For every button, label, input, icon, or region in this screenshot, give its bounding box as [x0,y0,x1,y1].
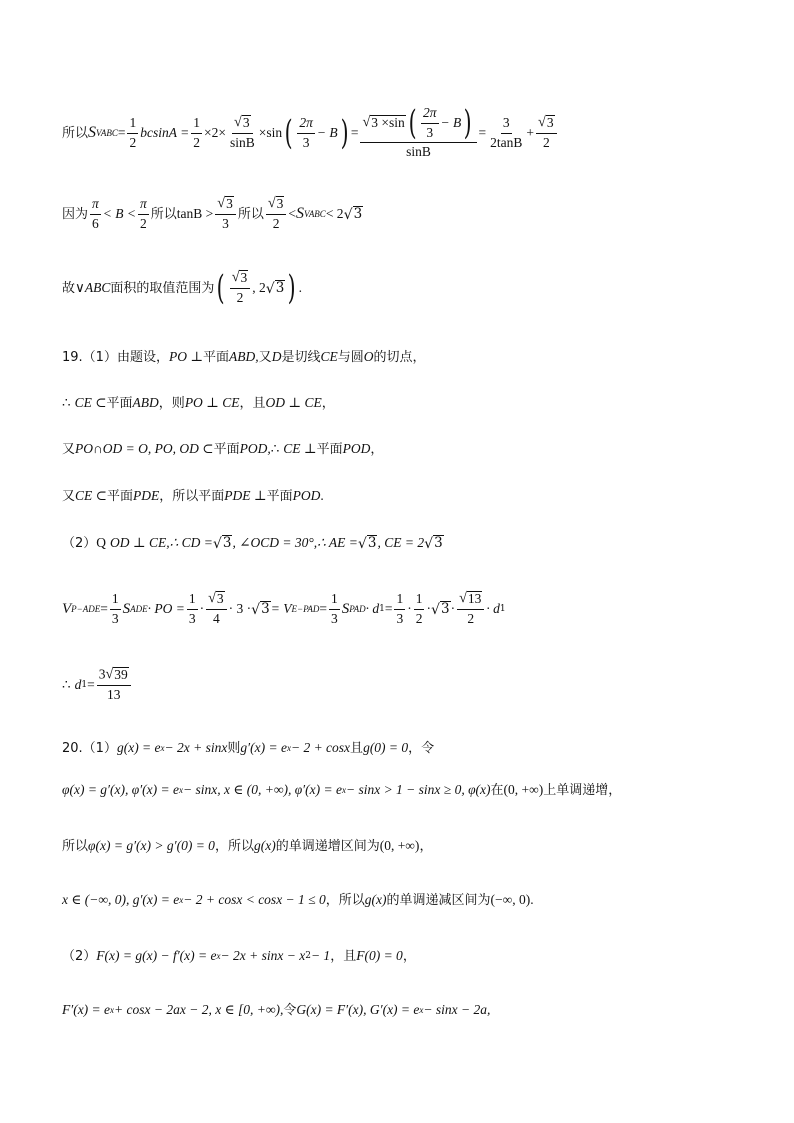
math: ABD [132,395,159,411]
line-20-6: F′(x) = e x + cosx − 2ax − 2, x ∈ [0, +∞), 令 G(x) = F′(x), G′(x) = e x − sinx − 2a, [62,1002,491,1018]
math: PDE [132,488,160,504]
fraction: $\frac{1}{2}$ [129,114,137,150]
text: ，所以 [214,838,254,854]
text: 的单调递增区间为 [275,838,380,854]
text: 的单调递减区间为 [386,892,491,908]
math: (0, +∞) [503,782,544,798]
math: g(x) [253,838,276,854]
text: 又 [258,349,272,365]
text: 且 [350,740,364,756]
line-area-formula: 所以 S VABC = $\frac{1}{2}$ bcsinA = $\frac{1}{2}$ ×2× √ 3 sinB ×sin ( $\frac{2\pi}{3}$ − B ) = √ 3 ×sin ( $\frac{2\pi}{3}$ − B ) sinB = $\frac{3}{2\tan B}$ + √ 3 2 [62,108,754,158]
sqrt: √ 3 [343,206,363,223]
text: 平面 [316,441,343,457]
text: 又 [62,488,76,504]
text: 与圆 [337,349,364,365]
math: , 2 [252,280,266,296]
fraction: $\frac{3}{2\tan B}$ [490,114,523,150]
fraction: $\frac{1}{2}$ [415,590,423,626]
math: F′(x) = e [62,1002,111,1018]
math: − sinx, x ∈ (0, +∞), φ′(x) = e [183,782,342,798]
fraction: √ 3 2 [266,196,287,232]
math: F(0) = 0 [356,948,403,964]
text: 平面 [266,488,293,504]
text: 面积的取值范围为 [110,280,215,296]
math: CE ⊥ [283,441,317,457]
text: 在 [490,782,504,798]
math: − 2 + cosx < cosx − 1 ≤ 0 [183,892,326,908]
text: 所以 [150,206,177,222]
math: = [87,677,95,693]
math: − 2 + cosx [290,740,351,756]
fraction: $\frac{\pi}{2}$ [140,195,147,231]
math: φ(x) = g′(x) > g′(0) = 0 [88,838,215,854]
fraction: √ 3 4 [206,591,227,627]
line-20-3 [62,836,754,856]
text: 19.（1）由题设， [62,349,169,365]
big-fraction: √ 3 ×sin ( $\frac{2\pi}{3}$ − B ) sinB [360,106,476,161]
line-20-2: φ(x) = g′(x), φ′(x) = e x − sinx, x ∈ (0, +∞), φ′(x) = e x − sinx > 1 − sinx ≥ 0, φ(x) 在 (0, +∞) 上单调递增， [62,782,622,798]
math: PO ⊥ [168,349,204,365]
text: 所以 [237,206,264,222]
fraction: √ 3 3 [215,196,236,232]
math: POD, [239,441,271,457]
line-d1: ∴ d 1 = 3 √ 39 13 [62,664,754,706]
fraction: $\frac{1}{3}$ [331,590,338,626]
line-conclusion: 故 ∨ABC 面积的取值范围为 ( √ 3 2 , 2 √ 3 ) . [62,268,302,308]
line-volume: V P−ADE = $\frac{1}{3}$ S ADE · PO = $\frac{1}{3}$ · √ 3 4 · 3 · √ 3 = V E−PAD = $\frac{1}{3}$ S PAD · d 1 = $\frac{1}{3}$ · $\frac{1}{2}$ · √ 3 · √ 13 2 · d 1 [62,590,506,626]
fraction: √ 13 2 [457,591,484,627]
text: 平面 [203,349,230,365]
math: = V [270,601,292,617]
math: ∴ [270,441,280,457]
math: bcsinA = [140,125,190,141]
line-19-2 [62,394,754,412]
fraction: √ 3 2 [536,115,557,151]
text: 则 [227,740,241,756]
math: CE ⊂ [75,488,107,504]
math: , ∠OCD = 30°,∴ AE = [232,535,358,551]
math: d [74,677,82,693]
math: g(x) = e [116,740,161,756]
math: CE ⊂ [74,395,107,411]
math: tanB > [176,206,214,222]
text: 令 [283,1002,297,1018]
math: · 3 · [228,601,252,617]
math: + [526,125,535,141]
text: ，则 [158,395,185,411]
math: + cosx − 2ax − 2, x ∈ [0, +∞), [114,1002,284,1018]
line-19-part2 [62,532,754,554]
sqrt: √ 3 [357,535,377,552]
text: 20.（1） [62,740,117,756]
text: ，且 [330,948,357,964]
math: − sinx > 1 − sinx ≥ 0, φ(x) [345,782,491,798]
math: = [384,601,393,617]
text: 又 [62,441,76,457]
sqrt: √ 3 [430,601,450,618]
math: = [117,125,126,141]
text: 平面 [106,488,133,504]
math: x ∈ (−∞, 0), g′(x) = e [62,892,180,908]
math: . [320,488,324,504]
math: ×2× [203,125,226,141]
math: D [271,349,282,365]
math: PO ⊥ CE [184,395,240,411]
math: = [478,125,487,141]
math: g′(x) = e [240,740,287,756]
math: · PO = [147,601,185,617]
fraction: $\frac{\pi}{6}$ [92,195,99,231]
math: PDE ⊥ [224,488,267,504]
text: 因为 [62,206,89,222]
math: − 2x + sinx [164,740,228,756]
math: = [100,601,108,617]
text: 所以 [62,838,89,854]
text: ， [370,441,384,457]
math: · d [486,601,500,617]
sqrt: √ 3 [265,280,285,297]
math: G(x) = F′(x), G′(x) = e [296,1002,420,1018]
text: 平面 [106,395,133,411]
math: OD ⊥ CE,∴ CD = [110,535,213,551]
math: < 2 [325,206,344,222]
line-because: 因为 $\frac{\pi}{6}$ < B < $\frac{\pi}{2}$ 所以 tanB > √ 3 3 所以 √ 3 2 < S VABC < 2 √ 3 [62,195,363,231]
fraction: $\frac{2\pi}{3}$ [299,114,313,150]
text: （2） [62,948,97,964]
fraction: 3 √ 39 13 [97,667,131,703]
line-19-3 [62,440,754,458]
fraction: √ 3 sinB [229,114,255,150]
math: ×sin [258,125,283,141]
math: POD [292,488,321,504]
math: O [363,349,374,365]
fraction: $\frac{1}{3}$ [188,590,196,626]
math: S [341,600,350,617]
text: 所以 [62,125,89,141]
math: · [450,601,456,617]
math: . [298,280,302,296]
math: < B < [102,206,136,222]
math: − B [316,125,338,141]
fraction: $\frac{1}{3}$ [111,590,119,626]
sqrt: √ 3 [212,535,232,552]
text: ，令 [408,740,435,756]
math: S [122,600,131,617]
sqrt: √ 3 [251,601,270,618]
math: < [288,206,296,222]
math: φ(x) = g′(x), φ′(x) = e [62,782,180,798]
text: 平面 [213,441,240,457]
math: (−∞, 0) [490,892,531,908]
text: ，且 [239,395,266,411]
text: ， [402,948,416,964]
text: 是切线 [281,349,321,365]
math: · [426,601,431,617]
math: = [350,125,359,141]
math: Q [96,535,107,551]
text: 故 [62,280,76,296]
math: , CE = 2 [377,535,425,551]
sqrt: √ 3 [424,535,443,552]
math: (0, +∞) [379,838,420,854]
text: ，所以平面 [159,488,225,504]
fraction: $\frac{1}{3}$ [396,590,404,626]
math: ∨ABC [75,280,111,296]
line-20-part2: （2） F(x) = g(x) − f′(x) = e x − 2x + sinx − x 2 − 1 ，且 F(0) = 0 ， [62,948,416,964]
math: V [62,600,72,617]
text: ， [321,395,335,411]
math-s: S [295,205,304,222]
text: 的切点， [373,349,426,365]
text: ， [419,838,433,854]
math: ∴ [62,677,71,693]
math-s: S [88,124,97,141]
math: ∴ [62,395,71,411]
fraction: √ 3 2 [230,270,251,306]
math: g(0) = 0 [363,740,409,756]
math: = [319,601,328,617]
math: CE [320,349,338,365]
math: F(x) = g(x) − f′(x) = e [96,948,217,964]
math: POD [342,441,371,457]
math: OD ⊥ CE [265,395,322,411]
line-20-1: 20.（1） g(x) = e x − 2x + sinx 则 g′(x) = e x − 2 + cosx 且 g(0) = 0 ，令 [62,740,435,756]
line-19-1 [62,348,754,366]
text: 上单调递增， [543,782,622,798]
math: − sinx − 2a, [423,1002,491,1018]
math: g(x) [364,892,387,908]
math: ABD, [229,349,259,365]
text: ，所以 [325,892,365,908]
math: . [530,892,534,908]
math: − 1 [310,948,331,964]
math: · d [365,601,380,617]
text: （2） [62,535,97,551]
line-20-4: x ∈ (−∞, 0), g′(x) = e x − 2 + cosx < cosx − 1 ≤ 0 ，所以 g(x) 的单调递减区间为 (−∞, 0) . [62,892,534,908]
fraction: $\frac{1}{2}$ [193,114,200,150]
math: PO∩OD = O, PO, OD ⊂ [75,441,214,457]
math: − 2x + sinx − x [220,948,306,964]
math-sub: VABC [96,127,118,138]
line-19-4 [62,487,754,505]
